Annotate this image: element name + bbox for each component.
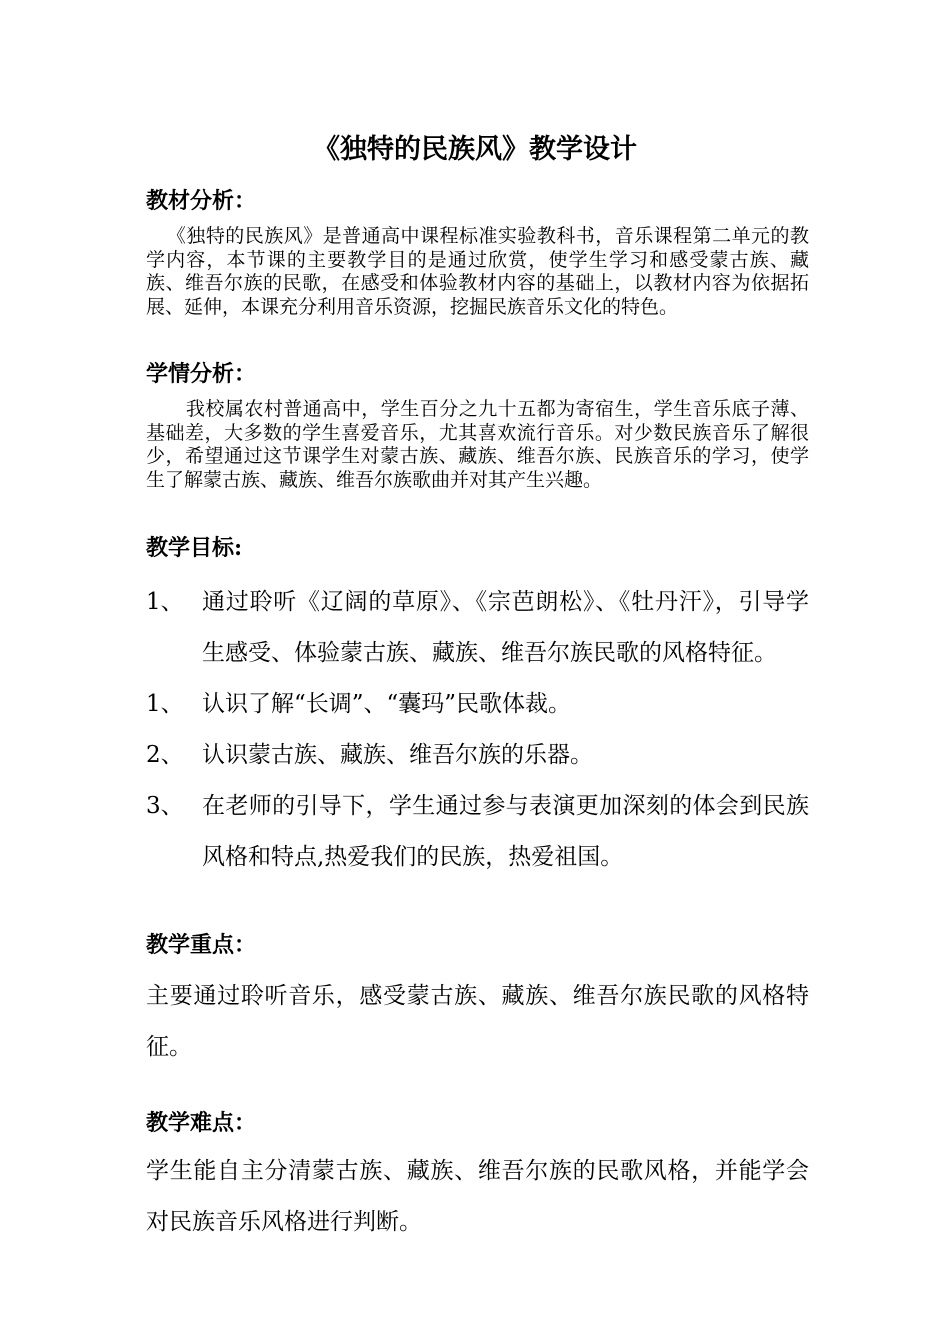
goal-number: 1、: [146, 691, 184, 717]
material-analysis-text: 《独特的民族风》是普通高中课程标准实验教科书，音乐课程第二单元的教学内容，本节课的主要教学目的是通过欣赏，使学生学习和感受蒙古族、藏族、维吾尔族的民歌，在感受和体验教材内容的基础上，以教材内容为依据拓展、延伸，本课充分利用音乐资源，挖掘民族音乐文化的特色。: [146, 225, 809, 318]
goal-text: 在老师的引导下，学生通过参与表演更加深刻的体会到民族风格和特点,热爱我们的民族，热爱祖国。: [202, 793, 809, 870]
goal-number: 1、: [146, 589, 184, 615]
key-points-heading: 教学重点：: [146, 932, 257, 958]
goal-number: 3、: [146, 793, 184, 819]
material-analysis-heading: 教材分析：: [146, 188, 257, 214]
difficulties-text: 学生能自主分清蒙古族、藏族、维吾尔族的民歌风格，并能学会对民族音乐风格进行判断。: [146, 1158, 809, 1235]
goal-item: [146, 781, 809, 883]
goal-text: 认识蒙古族、藏族、维吾尔族的乐器。: [202, 742, 593, 768]
goal-item: [146, 730, 809, 781]
document-title: 《独特的民族风》教学设计: [313, 134, 637, 165]
goal-item: [146, 577, 809, 679]
teaching-goals-heading: 教学目标:: [146, 535, 243, 561]
goal-text: 认识了解“长调”、“囊玛”民歌体裁。: [202, 691, 572, 717]
goal-item: [146, 679, 809, 730]
student-analysis-heading: 学情分析：: [146, 361, 257, 387]
teaching-goals-list: [146, 577, 809, 883]
difficulties-heading: 教学难点：: [146, 1110, 257, 1136]
key-points-text: 主要通过聆听音乐，感受蒙古族、藏族、维吾尔族民歌的风格特征。: [146, 983, 809, 1060]
goal-text: 通过聆听《辽阔的草原》、《宗芭朗松》、《牡丹汗》，引导学生感受、体验蒙古族、藏族、维吾尔族民歌的风格特征。: [202, 589, 809, 666]
student-analysis-text: 我校属农村普通高中，学生百分之九十五都为寄宿生，学生音乐底子薄、基础差，大多数的学生喜爱音乐，尤其喜欢流行音乐。对少数民族音乐了解很少，希望通过这节课学生对蒙古族、藏族、维吾尔族、民族音乐的学习，使学生了解蒙古族、藏族、维吾尔族歌曲并对其产生兴趣。: [146, 398, 809, 491]
goal-number: 2、: [146, 742, 184, 768]
